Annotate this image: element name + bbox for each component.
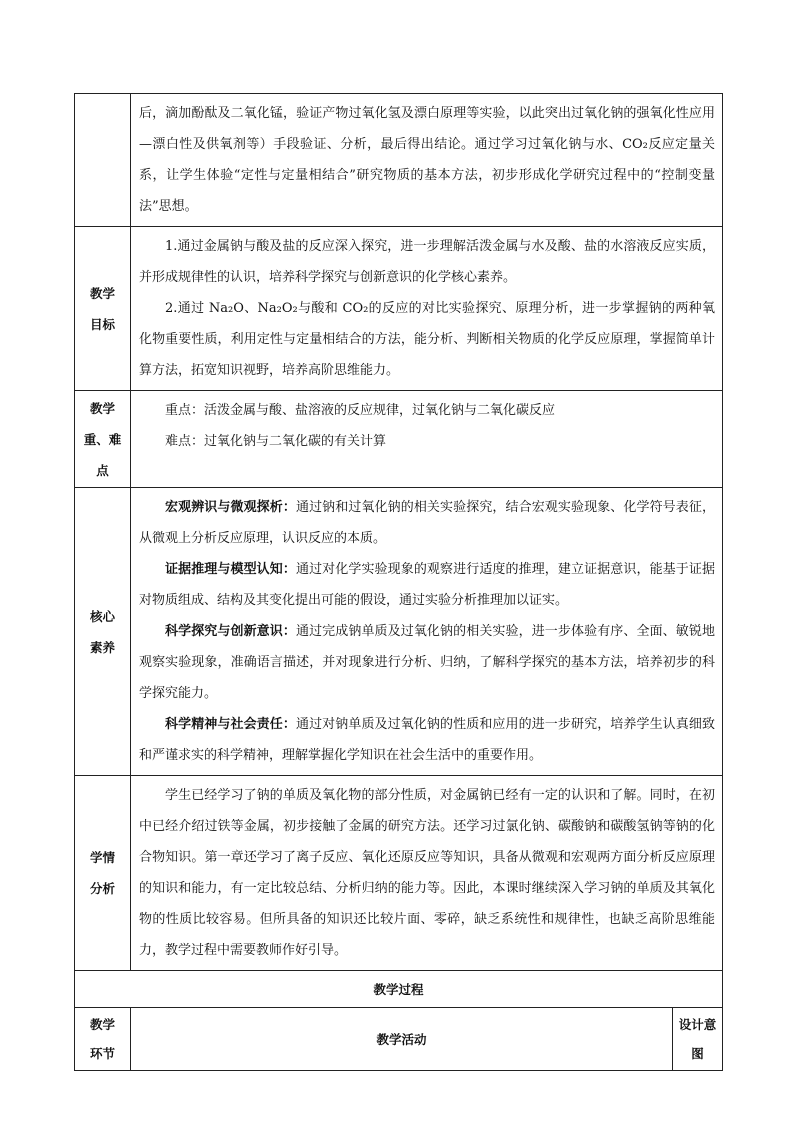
literacy-item-1 [139, 492, 715, 554]
literacy-item-2 [139, 554, 715, 616]
literacy-item-4-text: 通过对钠单质及过氧化钠的性质和应用的进一步研究，培养学生认真细致和严谨求实的科学精神，理解掌握化学知识在社会生活中的重要作用。 [139, 717, 715, 763]
analysis-label [75, 776, 131, 971]
goals-label-line1: 教学 [89, 285, 115, 301]
process-header-row [75, 1008, 723, 1071]
col-design [673, 1008, 723, 1071]
keypoints-label-line1: 教学 [89, 400, 115, 416]
col-activity [131, 1008, 673, 1071]
literacy-item-1-text: 通过钠和过氧化钠的相关实验探究，结合宏观实验现象、化学符号表征，从微观上分析反应原理，认识反应的本质。 [139, 500, 715, 546]
method-row [75, 94, 723, 227]
col-stage [75, 1008, 131, 1071]
keypoints-label-line2: 重、难 [83, 431, 122, 447]
analysis-text: 学生已经学习了钠的单质及氧化物的部分性质，对金属钠已经有一定的认识和了解。同时，在初中已经介绍过铁等金属，初步接触了金属的研究方法。还学习过氯化钠、碳酸钠和碳酸氢钠等钠的化合物知识。第一章还学习了离子反应、氧化还原反应等知识，具备从微观和宏观两方面分析反应原理的知识和能力，有一定比较总结、分析归纳的能力等。因此，本课时继续深入学习钠的单质及其氧化物的性质比较容易。但所具备的知识还比较片面、零碎，缺乏系统性和规律性，也缺乏高阶思维能力，教学过程中需要教师作好引导。 [139, 788, 715, 958]
keypoints-label-line3: 点 [96, 462, 109, 478]
literacy-item-1-title: 宏观辨识与微观探析： [165, 500, 296, 515]
method-content [131, 94, 723, 227]
keypoints-content [131, 391, 723, 488]
process-title [75, 971, 723, 1008]
analysis-row [75, 776, 723, 971]
key-difficulty: 难点：过氧化钠与二氧化碳的有关计算 [165, 434, 387, 449]
literacy-item-3-title: 科学探究与创新意识： [165, 624, 296, 639]
goals-label [75, 227, 131, 391]
analysis-label-line1: 学情 [89, 850, 115, 865]
literacy-content [131, 488, 723, 776]
process-title-row [75, 971, 723, 1008]
literacy-item-2-text: 通过对化学实验现象的观察进行适度的推理，建立证据意识，能基于证据对物质组成、结构及其变化提出可能的假设，通过实验分析推理加以证实。 [139, 562, 715, 608]
col-stage-line1: 教学 [89, 1017, 115, 1032]
analysis-label-line2: 分析 [89, 881, 115, 896]
literacy-label-line2: 素养 [89, 639, 115, 655]
literacy-item-3-text: 通过完成钠单质及过氧化钠的相关实验，进一步体验有序、全面、敏锐地观察实验现象，准确语言描述，并对现象进行分析、归纳，了解科学探究的基本方法，培养初步的科学探究能力。 [139, 624, 715, 701]
literacy-row [75, 488, 723, 776]
literacy-item-2-title: 证据推理与模型认知： [165, 562, 296, 577]
literacy-label-line1: 核心 [89, 608, 115, 624]
method-label-cell [75, 94, 131, 227]
literacy-item-4 [139, 709, 715, 771]
col-design-line1: 设计意 [678, 1017, 717, 1032]
goal-item-2: 2.通过 Na₂O、Na₂O₂与酸和 CO₂的反应的对比实验探究、原理分析，进一步掌握钠的两种氧化物重要性质，利用定性与定量相结合的方法，能分析、判断相关物质的化学反应原理，掌握简单计算方法，拓宽知识视野，培养高阶思维能力。 [139, 301, 715, 378]
col-stage-line2: 环节 [89, 1046, 115, 1061]
literacy-label [75, 488, 131, 776]
goals-row [75, 227, 723, 391]
lesson-plan-table [74, 93, 723, 1071]
col-activity-text: 教学活动 [376, 1031, 427, 1047]
process-title-text: 教学过程 [373, 982, 424, 997]
goals-content [131, 227, 723, 391]
goal-item-1: 1.通过金属钠与酸及盐的反应深入探究，进一步理解活泼金属与水及酸、盐的水溶液反应实质，并形成规律性的认识，培养科学探究与创新意识的化学核心素养。 [139, 239, 715, 285]
literacy-item-4-title: 科学精神与社会责任： [165, 717, 296, 732]
key-focus: 重点：活泼金属与酸、盐溶液的反应规律，过氧化钠与二氧化碳反应 [165, 403, 556, 418]
method-text: 后，滴加酚酞及二氧化锰，验证产物过氧化氢及漂白原理等实验，以此突出过氧化钠的强氧化性应用—漂白性及供氧剂等）手段验证、分析，最后得出结论。通过学习过氧化钠与水、CO₂反应定量关系，让学生体验“定性与定量相结合”研究物质的基本方法，初步形成化学研究过程中的“控制变量法”思想。 [139, 106, 715, 214]
keypoints-row [75, 391, 723, 488]
keypoints-label [75, 391, 131, 488]
col-design-line2: 图 [691, 1046, 704, 1061]
goals-label-line2: 目标 [89, 316, 115, 332]
analysis-content [131, 776, 723, 971]
literacy-item-3 [139, 616, 715, 709]
